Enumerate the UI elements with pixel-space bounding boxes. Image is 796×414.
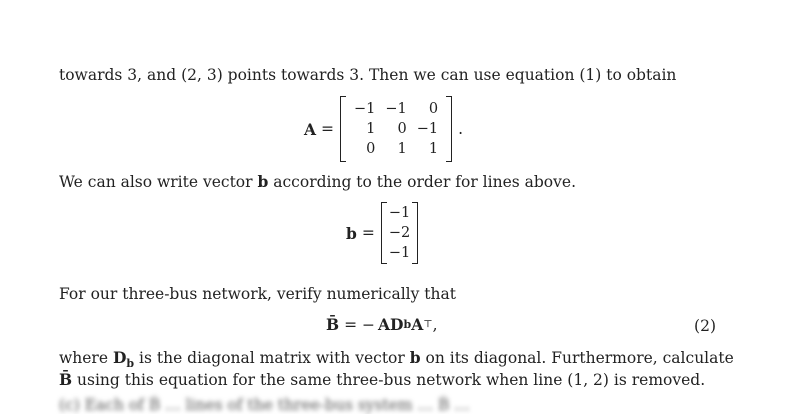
- paragraph-4-line-1: [59, 347, 734, 369]
- p4-after: on its diagonal. Furthermore, calculate: [420, 349, 734, 367]
- equation-2-number: (2): [694, 317, 716, 335]
- paragraph-2: [59, 171, 576, 193]
- vector-b-entry: −1: [388, 205, 411, 221]
- matrix-a-cell: 0: [397, 121, 407, 137]
- equation-2-d: D: [390, 315, 404, 334]
- p4-mid: is the diagonal matrix with vector: [134, 349, 410, 367]
- matrix-a-equation: [304, 96, 463, 162]
- matrix-a-cell: 0: [428, 101, 439, 117]
- matrix-a: [340, 96, 452, 162]
- equation-2: B̄ = − A D b A ⊤ ,: [326, 315, 438, 334]
- matrix-a-cell: 1: [366, 121, 376, 137]
- matrix-a-cell: −1: [416, 121, 439, 137]
- p4-where: where: [59, 349, 113, 367]
- equation-2-lhs: B̄: [326, 315, 340, 334]
- vector-b-label: b: [346, 223, 357, 243]
- matrix-a-cell: 1: [428, 141, 439, 157]
- p4-line2-after: using this equation for the same three-bus network when line (1, 2) is removed.: [72, 371, 706, 389]
- equation-2-comma: ,: [432, 315, 438, 334]
- cut-off-line: (c) Each of B̄ … lines of the three-bus system … B̄ …: [59, 396, 470, 414]
- vector-b: [381, 202, 418, 264]
- paragraph-2-after: according to the order for lines above.: [268, 173, 576, 191]
- equation-2-equals: = −: [344, 315, 376, 334]
- equation-2-a1: A: [378, 315, 391, 334]
- p4-d: D: [112, 348, 127, 367]
- matrix-a-label: A: [304, 119, 317, 139]
- vector-b-equation: [346, 202, 418, 264]
- matrix-a-cell: 0: [366, 141, 376, 157]
- matrix-a-equals: =: [321, 120, 335, 138]
- matrix-a-cell: −1: [354, 101, 376, 117]
- equation-2-a2: A: [411, 315, 424, 334]
- p4-d-sub: b: [126, 357, 135, 371]
- vector-b-entry: −1: [388, 245, 411, 261]
- paragraph-1: towards 3, and (2, 3) points towards 3. Then we can use equation (1) to obtain: [59, 66, 677, 84]
- matrix-a-period: .: [458, 120, 464, 138]
- paragraph-2-vector-b: b: [257, 172, 269, 191]
- matrix-a-cell: −1: [385, 101, 407, 117]
- p4-bbar: B̄: [59, 370, 73, 389]
- paragraph-4-line-2: [59, 369, 705, 391]
- p4-b: b: [409, 348, 421, 367]
- vector-b-entry: −2: [388, 225, 411, 241]
- matrix-a-cell: 1: [397, 141, 407, 157]
- paragraph-2-before: We can also write vector: [59, 173, 258, 191]
- vector-b-equals: =: [361, 224, 375, 242]
- paragraph-3: For our three-bus network, verify numerically that: [59, 285, 456, 303]
